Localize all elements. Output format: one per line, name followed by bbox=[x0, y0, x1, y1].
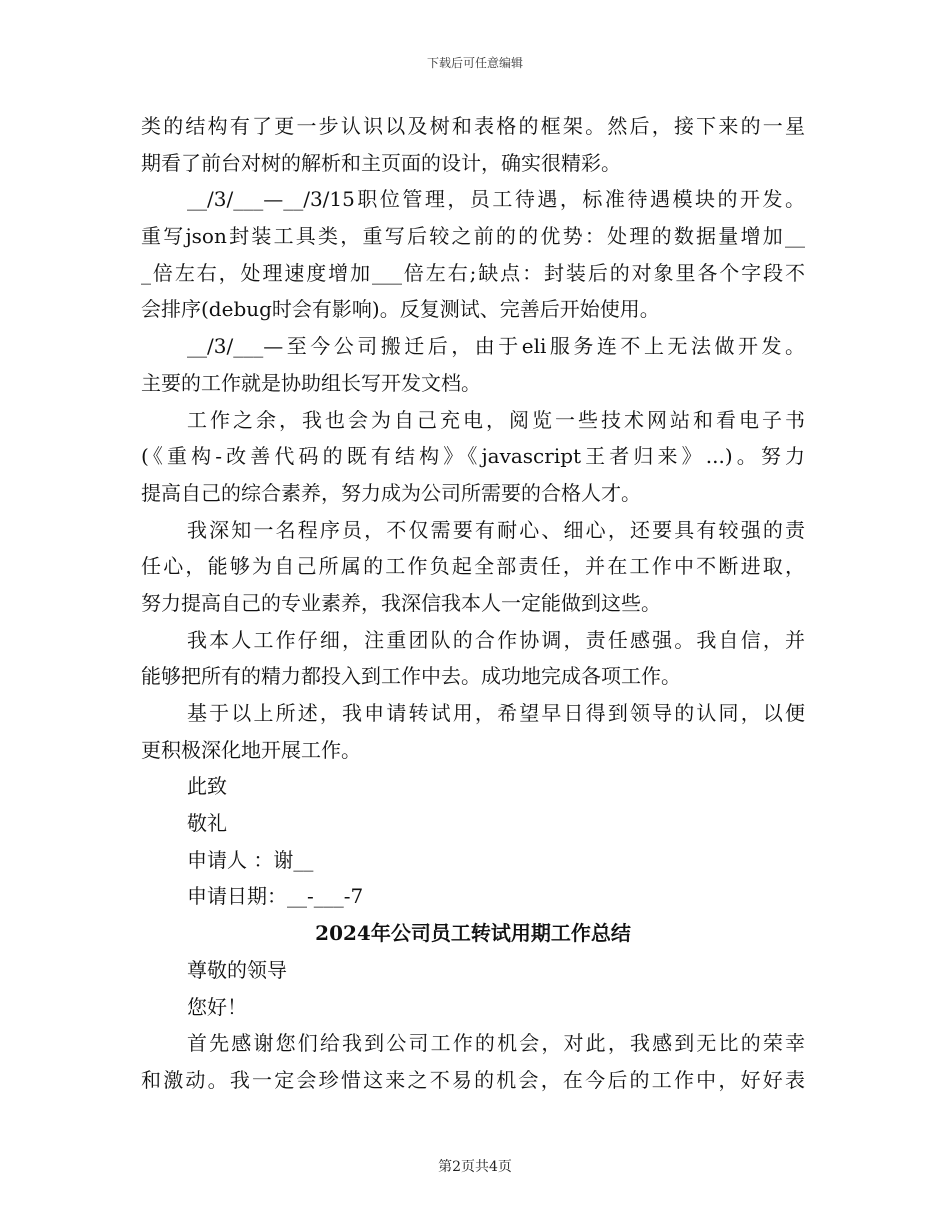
text-line: 主要的工作就是协助组长写开发文档。 bbox=[141, 370, 481, 395]
text-line: _倍左右，处理速度增加___倍左右;缺点：封装后的对象里各个字段不 bbox=[141, 260, 805, 285]
text-line: 会排序(debug时会有影响)。反复测试、完善后开始使用。 bbox=[141, 297, 660, 322]
text-line: __/3/___—__/3/15职位管理，员工待遇，标准待遇模块的开发。 bbox=[187, 187, 805, 212]
text-line: 和激动。我一定会珍惜这来之不易的机会，在今后的工作中，好好表 bbox=[141, 1067, 805, 1092]
text-line: 申请日期：__-___-7 bbox=[187, 884, 364, 909]
text-line: 工作之余，我也会为自己充电，阅览一些技术网站和看电子书 bbox=[187, 407, 805, 432]
text-line: 类的结构有了更一步认识以及树和表格的框架。然后，接下来的一星 bbox=[141, 114, 805, 138]
text-line: (《重构-改善代码的既有结构》《javascript王者归来》...)。努力 bbox=[141, 444, 805, 469]
text-line: 重写json封装工具类，重写后较之前的的优势：处理的数据量增加__ bbox=[141, 224, 805, 249]
text-line: 我深知一名程序员，不仅需要有耐心、细心，还要具有较强的责 bbox=[187, 517, 805, 542]
page-header: 下载后可任意编辑 bbox=[426, 56, 523, 70]
text-line: 能够把所有的精力都投入到工作中去。成功地完成各项工作。 bbox=[141, 664, 681, 689]
text-line: 尊敬的领导 bbox=[187, 957, 287, 982]
section-title: 2024年公司员工转试用期工作总结 bbox=[315, 921, 631, 946]
text-line: 期看了前台对树的解析和主页面的设计，确实很精彩。 bbox=[141, 150, 621, 175]
text-line: 申请人 ：谢__ bbox=[187, 847, 314, 872]
text-line: 提高自己的综合素养，努力成为公司所需要的合格人才。 bbox=[141, 480, 641, 505]
text-line: __/3/___—至今公司搬迁后，由于eli服务连不上无法做开发。 bbox=[187, 334, 805, 359]
text-line: 首先感谢您们给我到公司工作的机会，对此，我感到无比的荣幸 bbox=[187, 1031, 805, 1056]
text-line: 敬礼 bbox=[187, 811, 227, 836]
text-line: 我本人工作仔细，注重团队的合作协调，责任感强。我自信，并 bbox=[187, 627, 805, 652]
text-line: 此致 bbox=[187, 774, 227, 799]
page-footer: 第2页共4页 bbox=[438, 1159, 512, 1175]
text-line: 任心，能够为自己所属的工作负起全部责任，并在工作中不断进取， bbox=[141, 554, 805, 579]
text-line: 您好！ bbox=[187, 994, 247, 1019]
text-line: 更积极深化地开展工作。 bbox=[141, 737, 361, 762]
text-line: 基于以上所述，我申请转试用，希望早日得到领导的认同，以便 bbox=[187, 701, 805, 725]
document-body bbox=[141, 108, 805, 1099]
text-line: 努力提高自己的专业素养，我深信我本人一定能做到这些。 bbox=[141, 590, 661, 615]
